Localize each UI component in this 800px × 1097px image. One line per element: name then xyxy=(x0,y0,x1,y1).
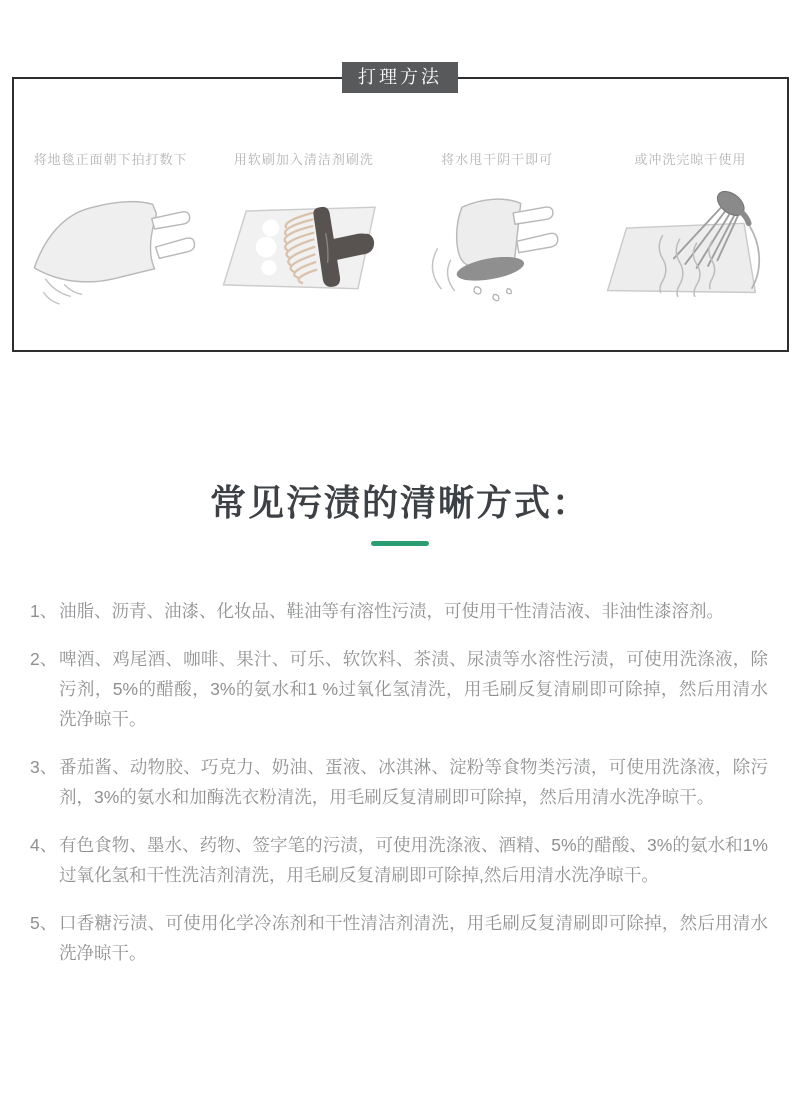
care-step-3 xyxy=(401,149,594,317)
care-step-4-label: 或冲洗完晾干使用 xyxy=(634,152,747,167)
care-step-2 xyxy=(207,149,400,317)
stain-item-3 xyxy=(30,752,768,812)
care-step-1 xyxy=(14,149,207,317)
stain-item-5-number: 5、 xyxy=(30,913,58,933)
stain-item-3-number: 3、 xyxy=(30,757,58,777)
stain-item-5-text: 口香糖污渍、可使用化学冷冻剂和干性清洁剂清洗，用毛刷反复清刷即可除掉，然后用清水洗净晾干。 xyxy=(59,913,768,963)
stain-instruction-list xyxy=(30,596,768,986)
stain-item-1 xyxy=(30,596,768,626)
stain-section-heading: 常见污渍的清晰方式： xyxy=(209,482,590,523)
care-steps-row xyxy=(14,149,787,317)
heading-accent-underline xyxy=(371,541,429,546)
stain-item-5 xyxy=(30,908,768,968)
stain-item-2-text: 啤酒、鸡尾酒、咖啡、果汁、可乐、软饮料、茶渍、尿渍等水溶性污渍，可使用洗涤液，除污剂，5%的醋酸，3%的氨水和1 %过氧化氢清洗，用毛刷反复清刷即可除掉，然后用清水洗净晾干。 xyxy=(59,649,768,729)
rinse-dry-icon xyxy=(594,177,787,317)
shake-dry-icon xyxy=(401,177,594,317)
beat-carpet-icon xyxy=(14,177,207,317)
care-method-box xyxy=(12,77,789,352)
stain-item-4 xyxy=(30,830,768,890)
care-step-4 xyxy=(594,149,787,317)
brush-clean-icon xyxy=(207,177,400,317)
care-step-2-label: 用软刷加入清洁剂刷洗 xyxy=(233,152,374,167)
stain-item-2-number: 2、 xyxy=(30,649,58,669)
stain-item-3-text: 番茄酱、动物胶、巧克力、奶油、蛋液、冰淇淋、淀粉等食物类污渍，可使用洗涤液，除污剂，3%的氨水和加酶洗衣粉清洗，用毛刷反复清刷即可除掉，然后用清水洗净晾干。 xyxy=(59,757,768,807)
stain-item-2 xyxy=(30,644,768,734)
stain-item-1-number: 1、 xyxy=(30,601,58,621)
care-method-title-tab: 打理方法 xyxy=(342,62,458,93)
stain-item-1-text: 油脂、沥青、油漆、化妆品、鞋油等有溶性污渍，可使用干性清洁液、非油性漆溶剂。 xyxy=(59,601,724,621)
stain-item-4-number: 4、 xyxy=(30,835,58,855)
care-step-1-label: 将地毯正面朝下拍打数下 xyxy=(33,152,188,167)
stain-item-4-text: 有色食物、墨水、药物、签字笔的污渍，可使用洗涤液、酒精、5%的醋酸、3%的氨水和1%过氧化氢和干性洗洁剂清洗，用毛刷反复清刷即可除掉,然后用清水洗净晾干。 xyxy=(59,835,768,885)
care-step-3-label: 将水甩干阴干即可 xyxy=(441,152,554,167)
